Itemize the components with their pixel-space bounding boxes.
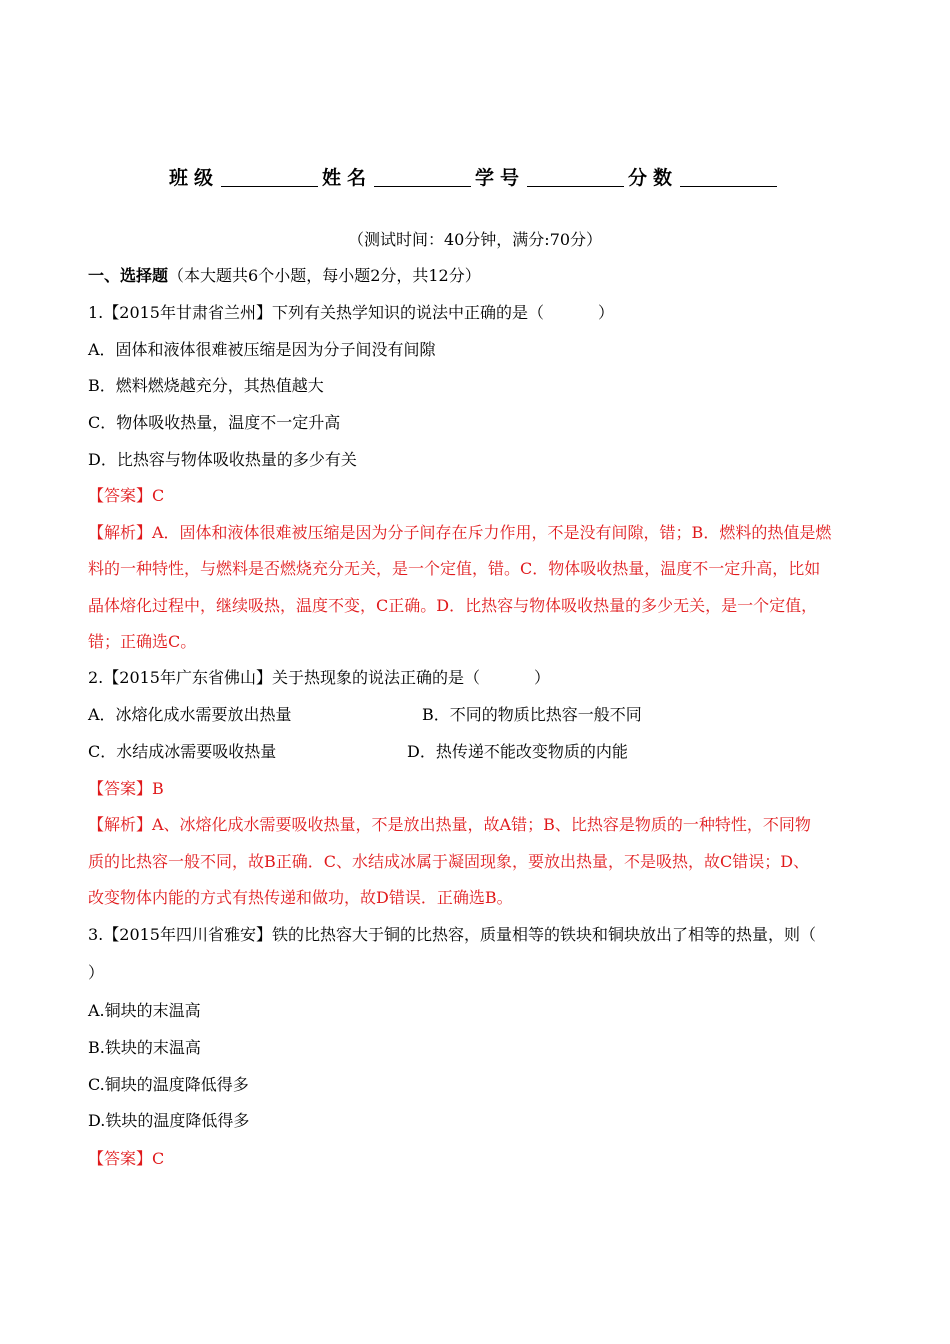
name-blank[interactable]: [374, 166, 471, 187]
q2-analysis-line-3: 改变物体内能的方式有热传递和做功，故D错误．正确选B。: [88, 888, 513, 907]
section-heading: [88, 265, 481, 287]
class-blank[interactable]: [221, 166, 318, 187]
q1-analysis-line-1: 【解析】A．固体和液体很难被压缩是因为分子间存在斥力作用，不是没有间隙，错；B．燃料的热值是燃: [88, 523, 832, 542]
q1-analysis-line-2: 料的一种特性，与燃料是否燃烧充分无关，是一个定值，错。C．物体吸收热量，温度不一定升高，比如: [88, 559, 821, 578]
score-label: 分数: [628, 167, 679, 189]
q1-option-a: A．固体和液体很难被压缩是因为分子间没有间隙: [88, 340, 436, 359]
q1-stem: [88, 302, 614, 324]
q2-option-d: D．热传递不能改变物质的内能: [407, 742, 628, 761]
q2-analysis-line-2: 质的比热容一般不同，故B正确．C、水结成冰属于凝固现象，要放出热量，不是吸热，故C错误；D、: [88, 852, 810, 871]
q1-answer: 【答案】C: [88, 486, 165, 505]
name-field: [322, 163, 475, 190]
q2-stem-text: 2.【2015年广东省佛山】关于热现象的说法正确的是（: [88, 668, 480, 687]
q1-stem-end: ）: [598, 303, 615, 322]
q3-option-d: D.铁块的温度降低得多: [88, 1111, 250, 1130]
section-title: 一、选择题: [88, 266, 169, 285]
q3-option-a: A.铜块的末温高: [88, 1001, 201, 1020]
student-info-header: [0, 163, 950, 190]
class-field: [169, 163, 322, 190]
name-label: 姓名: [321, 167, 372, 189]
q2-option-b: B．不同的物质比热容一般不同: [422, 705, 642, 724]
q3-answer: 【答案】C: [88, 1149, 165, 1168]
q2-option-c: C．水结成冰需要吸收热量: [88, 742, 277, 761]
q2-answer: 【答案】B: [88, 779, 164, 798]
q2-stem: [88, 667, 550, 689]
score-blank[interactable]: [680, 166, 777, 187]
q1-analysis-line-3: 晶体熔化过程中，继续吸热，温度不变，C正确。D．比热容与物体吸收热量的多少无关，是一个定值，: [88, 596, 818, 615]
q3-option-c: C.铜块的温度降低得多: [88, 1075, 249, 1094]
class-label: 班级: [168, 167, 219, 189]
test-info: （测试时间：40分钟，满分:70分）: [347, 230, 603, 249]
number-blank[interactable]: [527, 166, 624, 187]
q1-analysis-line-4: 错；正确选C。: [88, 632, 197, 651]
q1-option-b: B．燃料燃烧越充分，其热值越大: [88, 376, 324, 395]
q3-option-b: B.铁块的末温高: [88, 1038, 201, 1057]
q1-stem-text: 1.【2015年甘肃省兰州】下列有关热学知识的说法中正确的是（: [88, 303, 544, 322]
score-field: [628, 163, 781, 190]
q1-option-c: C．物体吸收热量，温度不一定升高: [88, 413, 341, 432]
section-desc: （本大题共6个小题，每小题2分，共12分）: [168, 266, 481, 285]
number-label: 学号: [475, 167, 526, 189]
q2-stem-end: ）: [534, 668, 551, 687]
q2-option-a: A．冰熔化成水需要放出热量: [88, 705, 292, 724]
q1-option-d: D．比热容与物体吸收热量的多少有关: [88, 450, 357, 469]
q3-stem-end: ）: [88, 963, 105, 982]
q3-stem: 3.【2015年四川省雅安】铁的比热容大于铜的比热容，质量相等的铁块和铜块放出了相等的热量，则（: [88, 925, 816, 944]
number-field: [475, 163, 628, 190]
q2-analysis-line-1: 【解析】A、冰熔化成水需要吸收热量，不是放出热量，故A错；B、比热容是物质的一种特性，不同物: [88, 815, 811, 834]
